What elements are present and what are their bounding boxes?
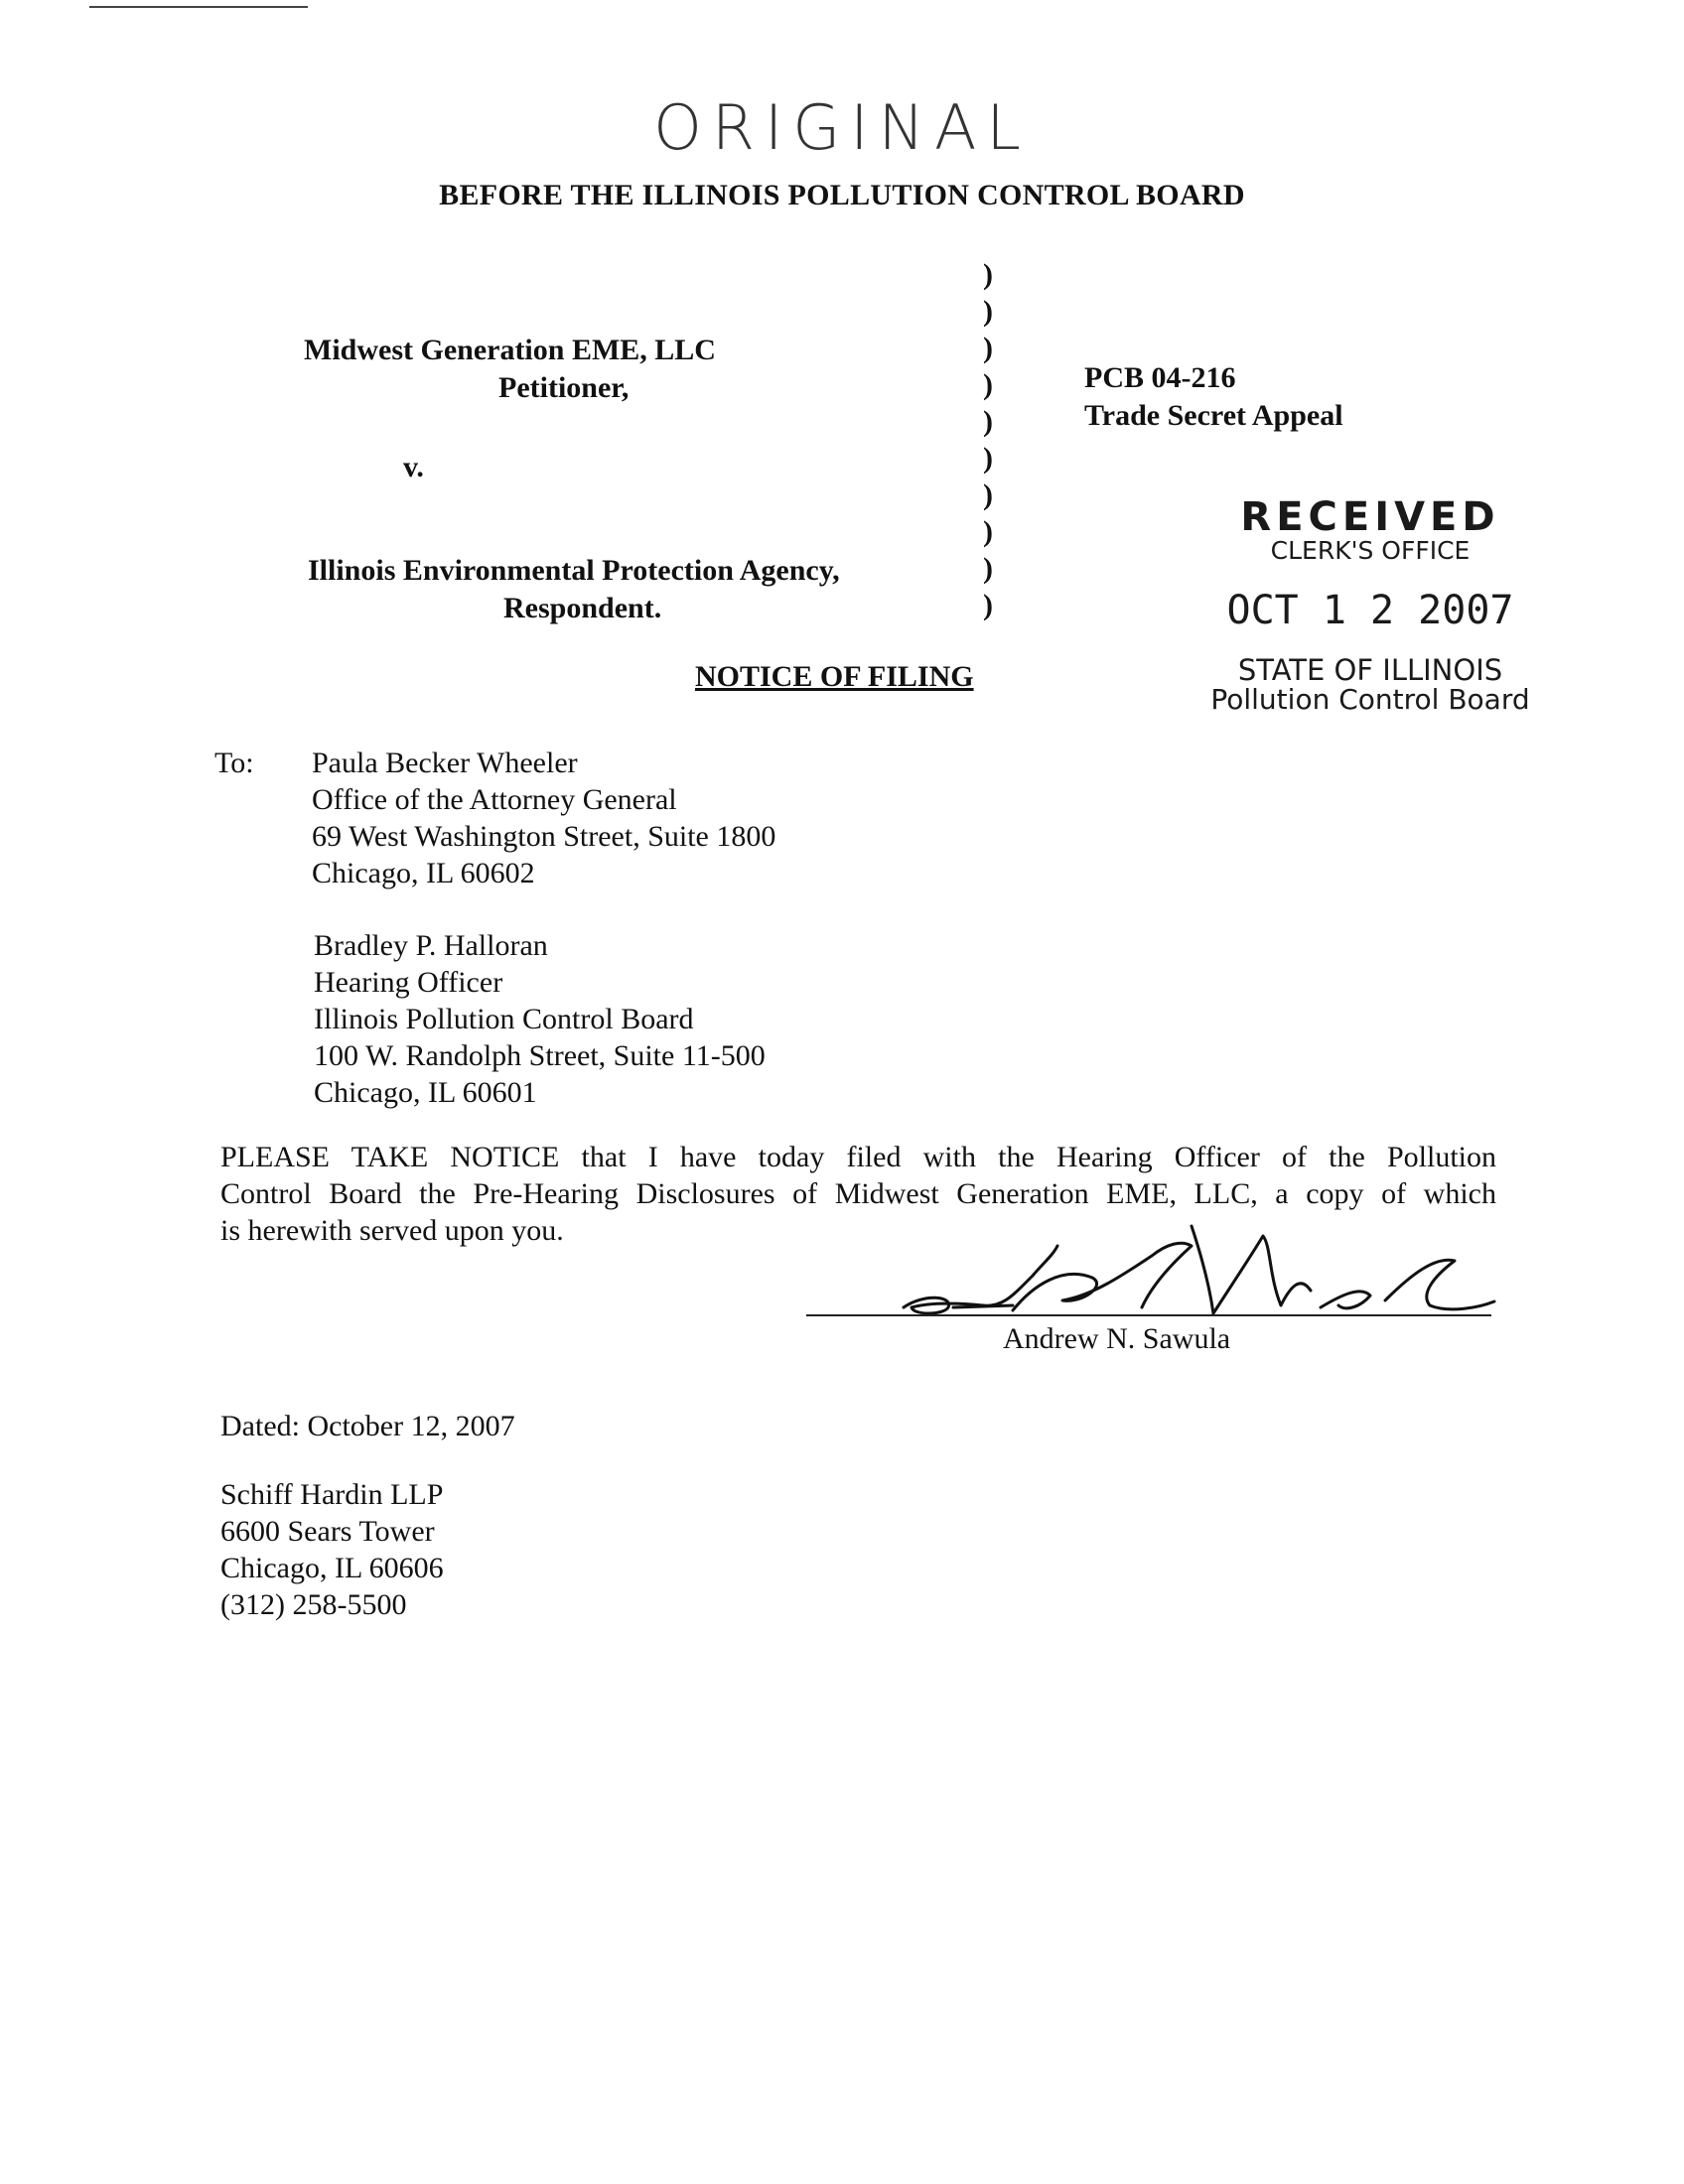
recipient-address-1 bbox=[312, 745, 775, 891]
stamp-state: STATE OF ILLINOIS bbox=[1237, 653, 1503, 687]
caption-paren: ) bbox=[983, 478, 993, 511]
stamp-board: Pollution Control Board bbox=[1210, 683, 1530, 716]
signature-line bbox=[806, 1314, 1491, 1316]
address-line: Chicago, IL 60601 bbox=[314, 1076, 537, 1109]
versus: v. bbox=[403, 451, 424, 483]
address-line: 100 W. Randolph Street, Suite 11-500 bbox=[314, 1039, 766, 1072]
caption-paren: ) bbox=[983, 368, 993, 401]
signer-name: Andrew N. Sawula bbox=[1003, 1322, 1231, 1355]
firm-line: Chicago, IL 60606 bbox=[220, 1552, 444, 1584]
caption-paren: ) bbox=[983, 442, 993, 475]
respondent-name: Illinois Environmental Protection Agency, bbox=[308, 554, 840, 587]
caption-paren: ) bbox=[983, 405, 993, 438]
caption-paren: ) bbox=[983, 332, 993, 364]
address-line: Illinois Pollution Control Board bbox=[314, 1003, 694, 1035]
notice-line: PLEASE TAKE NOTICE that I have today filed with the Hearing Officer of the Pollution bbox=[220, 1141, 1496, 1173]
address-line: Bradley P. Halloran bbox=[314, 929, 548, 962]
received-stamp bbox=[1187, 496, 1554, 715]
notice-line: is herewith served upon you. bbox=[220, 1214, 564, 1247]
address-line: Office of the Attorney General bbox=[312, 783, 677, 816]
top-rule bbox=[89, 6, 308, 8]
caption-paren: ) bbox=[983, 295, 993, 328]
firm-line: Schiff Hardin LLP bbox=[220, 1478, 444, 1511]
address-line: 69 West Washington Street, Suite 1800 bbox=[312, 820, 776, 853]
firm-address bbox=[220, 1476, 444, 1623]
original-stamp: ORIGINAL bbox=[653, 91, 1031, 164]
notice-line: Control Board the Pre-Hearing Disclosures of Midwest Generation EME, LLC, a copy of which bbox=[220, 1177, 1496, 1210]
case-type: Trade Secret Appeal bbox=[1084, 399, 1343, 432]
dated-line: Dated: October 12, 2007 bbox=[220, 1410, 515, 1442]
notice-title: NOTICE OF FILING bbox=[695, 660, 974, 693]
caption-paren: ) bbox=[983, 515, 993, 548]
address-line: Hearing Officer bbox=[314, 966, 503, 999]
to-label: To: bbox=[214, 747, 254, 779]
stamp-date: OCT 1 2 2007 bbox=[1226, 588, 1514, 633]
stamp-received: RECEIVED bbox=[1240, 494, 1500, 540]
firm-line: 6600 Sears Tower bbox=[220, 1515, 435, 1548]
petitioner-name: Midwest Generation EME, LLC bbox=[304, 334, 716, 366]
document-heading: BEFORE THE ILLINOIS POLLUTION CONTROL BOARD bbox=[439, 179, 1245, 211]
case-info bbox=[1084, 359, 1343, 435]
caption-paren: ) bbox=[983, 589, 993, 621]
caption-paren: ) bbox=[983, 552, 993, 585]
caption-parentheses bbox=[983, 256, 1013, 623]
handwritten-signature bbox=[894, 1216, 1499, 1325]
stamp-office: CLERK'S OFFICE bbox=[1270, 536, 1471, 565]
recipient-address-2 bbox=[314, 927, 766, 1111]
address-line: Chicago, IL 60602 bbox=[312, 857, 535, 889]
petitioner-role: Petitioner, bbox=[498, 371, 630, 404]
address-line: Paula Becker Wheeler bbox=[312, 747, 578, 779]
case-number: PCB 04-216 bbox=[1084, 361, 1236, 394]
caption-paren: ) bbox=[983, 258, 993, 291]
respondent-role: Respondent. bbox=[503, 592, 662, 624]
firm-line: (312) 258-5500 bbox=[220, 1588, 407, 1621]
